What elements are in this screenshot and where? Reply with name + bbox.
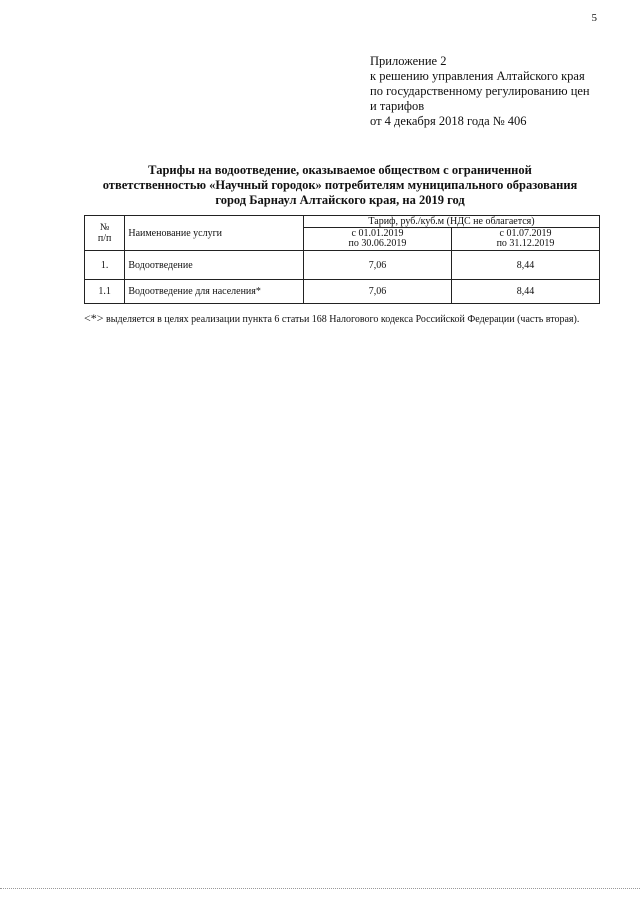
table-header-row <box>85 216 600 228</box>
page-number: 5 <box>591 12 597 24</box>
period-1-from: с 01.01.2019 <box>351 228 404 239</box>
document-title <box>80 163 600 208</box>
appendix-line: и тарифов <box>370 99 425 113</box>
row-number: 1.1 <box>85 280 125 304</box>
row-service-name: Водоотведение <box>125 251 304 280</box>
row-value-period-2: 8,44 <box>451 251 599 280</box>
table-row <box>85 280 600 304</box>
title-line: город Барнаул Алтайского края, на 2019 год <box>215 193 465 207</box>
header-period-2 <box>451 228 599 251</box>
row-value-period-1: 7,06 <box>303 280 451 304</box>
header-period-1 <box>303 228 451 251</box>
row-number: 1. <box>85 251 125 280</box>
header-service-name: Наименование услуги <box>125 216 304 251</box>
footnote <box>84 311 600 327</box>
appendix-line: от 4 декабря 2018 года № 406 <box>370 114 527 128</box>
appendix-line: по государственному регулированию цен <box>370 84 590 98</box>
appendix-line: к решению управления Алтайского края <box>370 69 585 83</box>
scan-bottom-edge <box>0 888 640 889</box>
period-2-from: с 01.07.2019 <box>499 228 552 239</box>
footnote-mark: <*> <box>84 311 104 325</box>
period-1-to: по 30.06.2019 <box>348 238 407 249</box>
row-value-period-1: 7,06 <box>303 251 451 280</box>
header-number-sign: № <box>99 222 110 233</box>
header-tariff-group: Тариф, руб./куб.м (НДС не облагается) <box>303 216 599 228</box>
title-line: ответственностью «Научный городок» потребителям муниципального образования <box>102 178 578 192</box>
row-service-name: Водоотведение для населения* <box>125 280 304 304</box>
title-line: Тарифы на водоотведение, оказываемое обществом с ограниченной <box>148 163 532 177</box>
table-row <box>85 251 600 280</box>
appendix-header <box>370 54 590 129</box>
header-number-abbr: п/п <box>97 233 112 244</box>
footnote-text: выделяется в целях реализации пункта 6 статьи 168 Налогового кодекса Российской Федерации (часть вторая). <box>106 314 580 325</box>
appendix-line: Приложение 2 <box>370 54 447 68</box>
row-value-period-2: 8,44 <box>451 280 599 304</box>
period-2-to: по 31.12.2019 <box>496 238 555 249</box>
tariff-table <box>84 215 600 304</box>
header-number-cell <box>85 216 125 251</box>
